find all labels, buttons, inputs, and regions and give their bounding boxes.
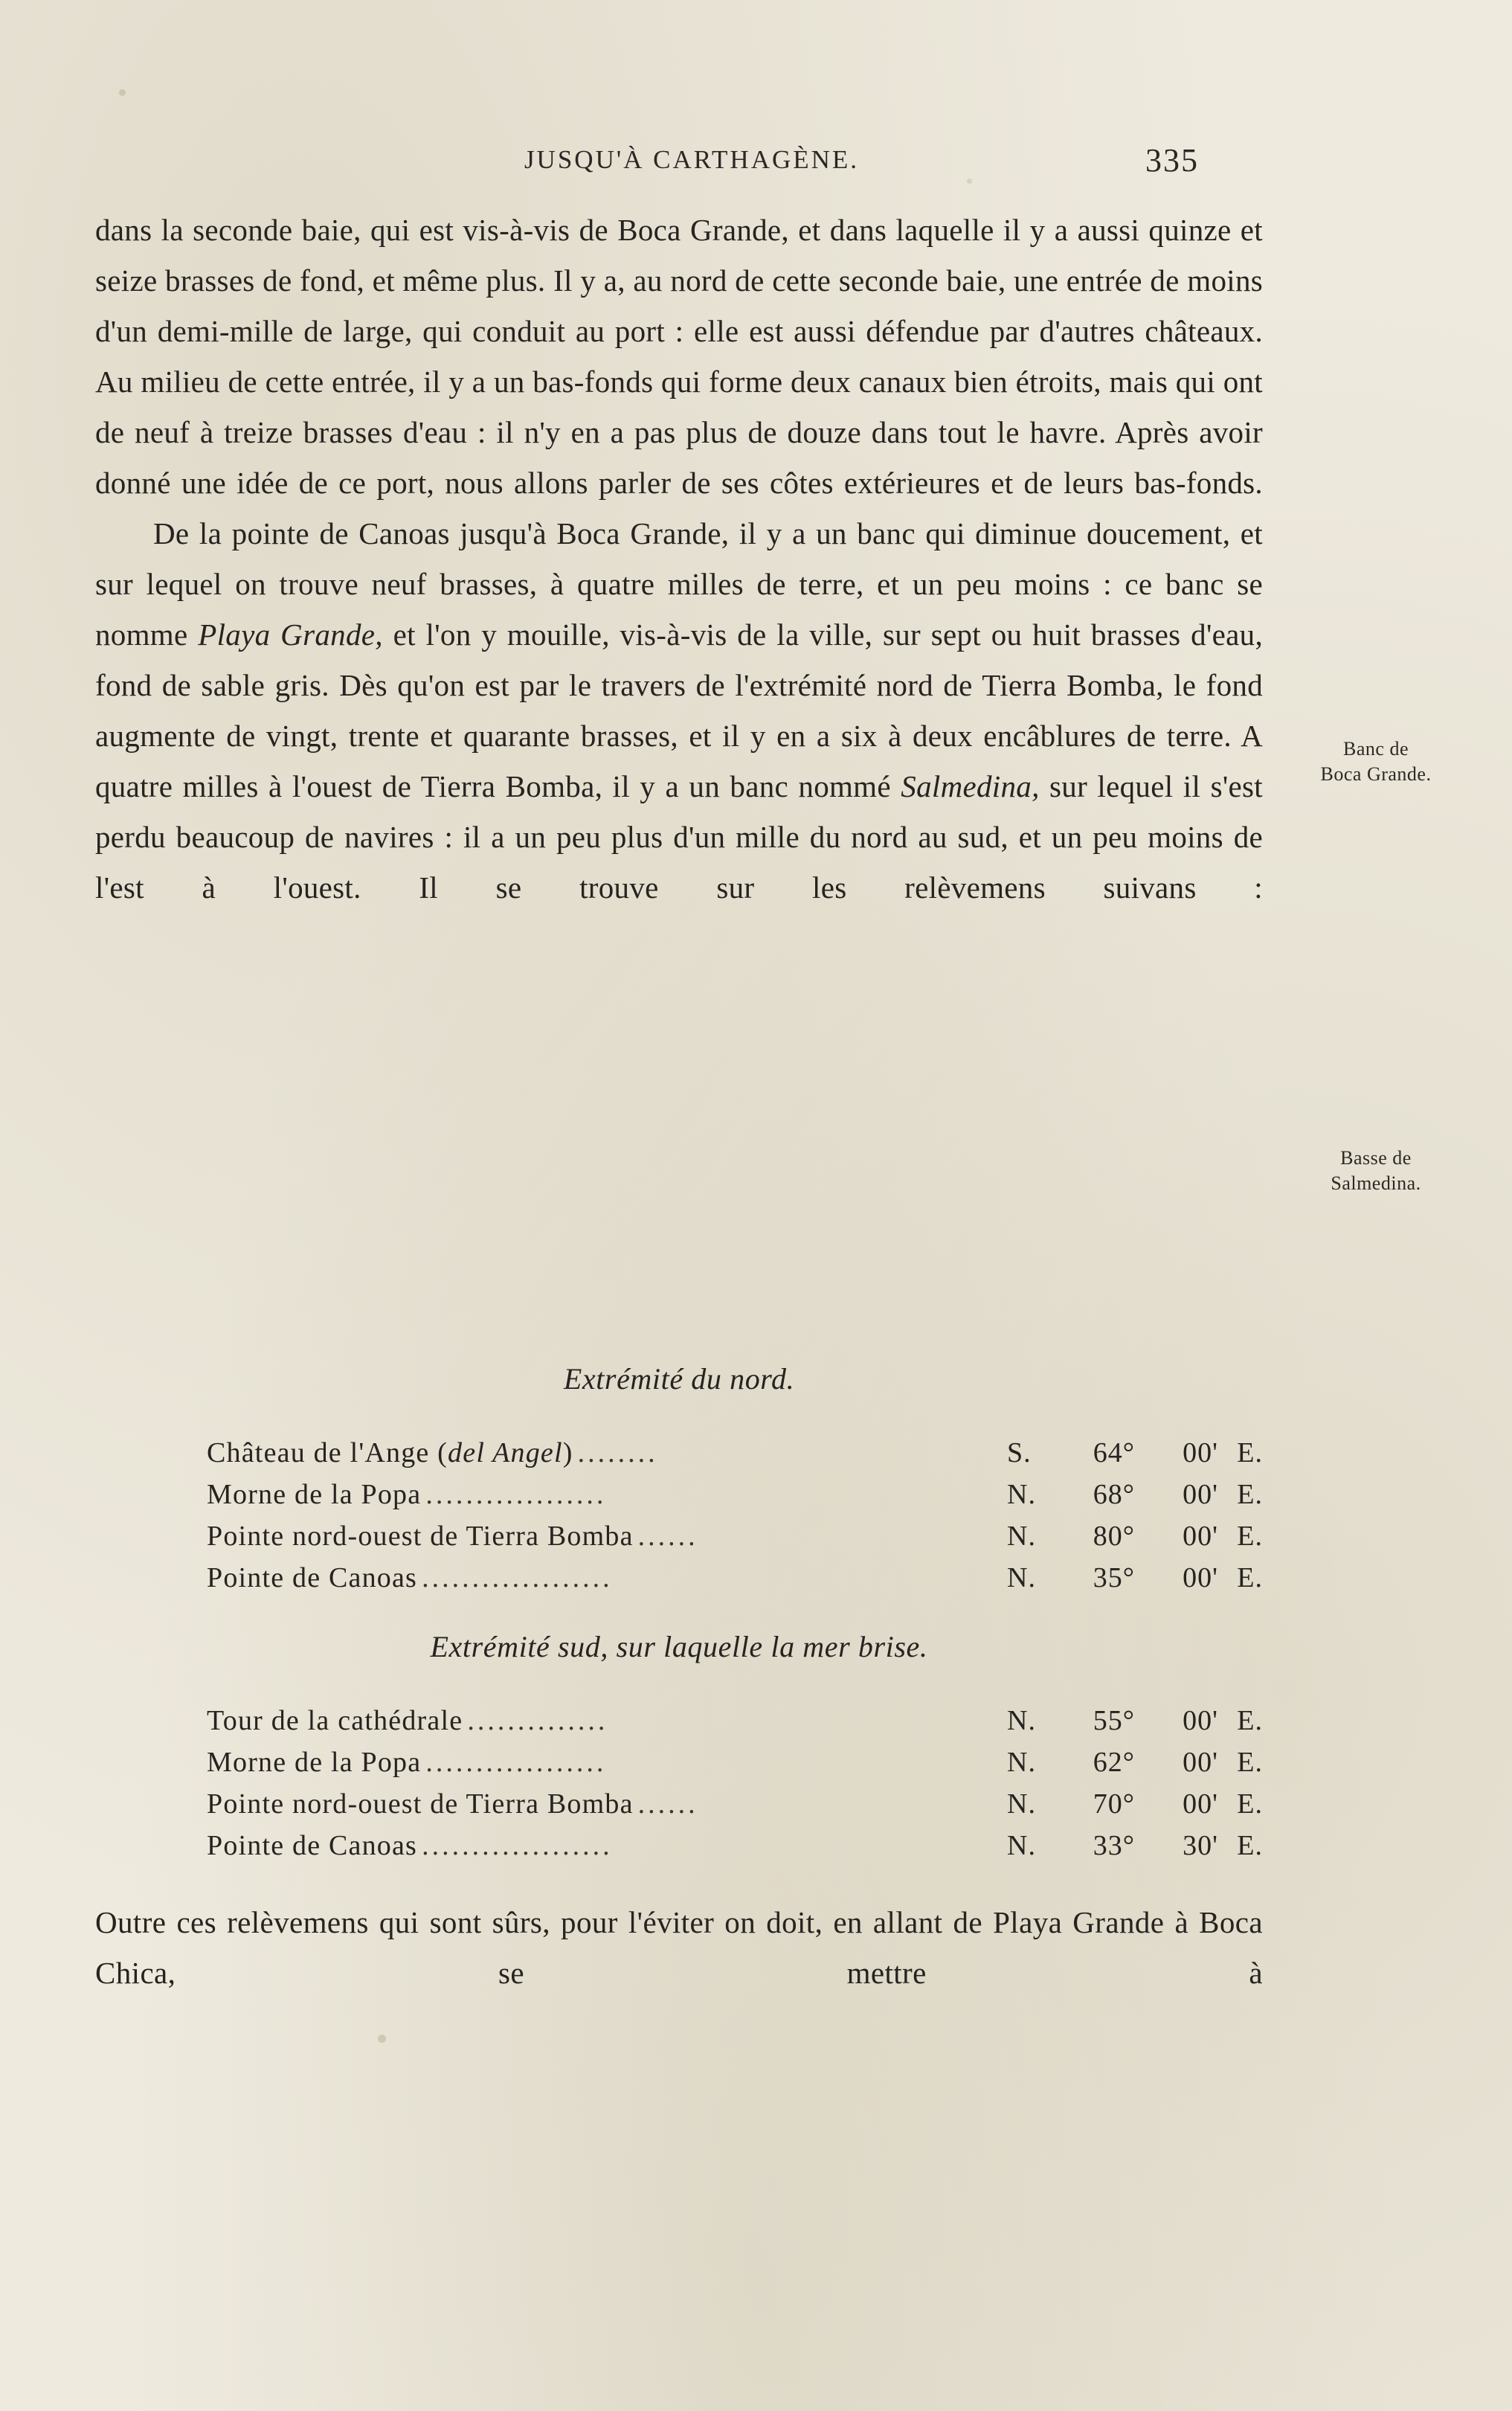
margin-note-line-2: Boca Grande. bbox=[1320, 763, 1432, 785]
bearing-name bbox=[207, 1515, 634, 1557]
bearing-name-text: Pointe nord-ouest de Tierra Bomba bbox=[207, 1521, 634, 1552]
bearing-value bbox=[1007, 1474, 1263, 1515]
bearing-name-suffix: ) bbox=[562, 1437, 573, 1468]
bearing-value bbox=[1007, 1783, 1263, 1825]
paragraph-2-part-b: et l'on y mouille, vis-à-vis de la ville, sur sept ou huit brasses d'eau, fond de sable gris. Dès qu'on est par le travers de l'extrémité nord de Tierra Bomba, le fond augmente de vingt, trente et quarante brasses, et il y en a six à deux encâblures de terre. A quatre milles à l'ouest de Tierra Bomba, il y a un banc nommé bbox=[95, 617, 1264, 803]
bearing-direction: N. bbox=[1007, 1747, 1036, 1778]
bearing-quadrant: E. bbox=[1237, 1437, 1263, 1468]
paper-speck bbox=[378, 2035, 386, 2043]
bearing-value bbox=[1007, 1825, 1263, 1866]
bearing-quadrant: E. bbox=[1237, 1562, 1263, 1593]
bearing-direction: N. bbox=[1007, 1788, 1036, 1820]
bearing-direction: N. bbox=[1007, 1830, 1036, 1861]
dot-leader: .............. bbox=[467, 1705, 608, 1736]
table-row bbox=[207, 1825, 1263, 1866]
paragraph-1: dans la seconde baie, qui est vis-à-vis de Boca Grande, et dans laquelle il y a aussi quinze et seize brasses de fond, et même plus. Il y a, au nord de cette seconde baie, une entrée de moins d'un demi-mille de large, qui conduit au port : elle est aussi défendue par d'autres châteaux. Au milieu de cette entrée, il y a un bas-fonds qui forme deux canaux bien étroits, mais qui ont de neuf à treize brasses d'eau : il n'y en a pas plus de douze dans tout le havre. Après avoir donné une idée de ce port, nous allons parler de ses côtes extérieures et de leurs bas-fonds. bbox=[95, 213, 1263, 500]
bearing-direction: N. bbox=[1007, 1705, 1036, 1736]
margin-note-banc-de-boca-grande bbox=[1264, 736, 1487, 787]
bearing-quadrant: E. bbox=[1237, 1521, 1263, 1552]
bearing-name-text: Pointe de Canoas bbox=[207, 1562, 418, 1593]
bearing-minutes: 00' bbox=[1183, 1747, 1218, 1778]
bearing-name bbox=[207, 1432, 573, 1474]
bearing-value bbox=[1007, 1741, 1263, 1783]
bearing-name-italic: del Angel bbox=[448, 1437, 563, 1468]
table-row bbox=[207, 1557, 1263, 1599]
bearing-degrees: 70° bbox=[1093, 1788, 1135, 1820]
playa-grande-italic: Playa Grande, bbox=[198, 617, 383, 652]
margin-note-line-1: Banc de bbox=[1343, 738, 1409, 760]
bearing-direction: S. bbox=[1007, 1437, 1032, 1468]
table-row bbox=[207, 1432, 1263, 1474]
table-row bbox=[207, 1515, 1263, 1557]
dot-leader: .................. bbox=[425, 1479, 607, 1510]
bearings-table-north bbox=[207, 1432, 1263, 1599]
bearing-name-text: Tour de la cathédrale bbox=[207, 1705, 463, 1736]
bearing-name bbox=[207, 1783, 634, 1825]
bearing-name bbox=[207, 1474, 421, 1515]
bearing-name-text: Château de l'Ange ( bbox=[207, 1437, 448, 1468]
dot-leader: ................... bbox=[422, 1830, 613, 1861]
salmedina-italic: Salmedina, bbox=[901, 769, 1040, 803]
bearing-direction: N. bbox=[1007, 1479, 1036, 1510]
margin-note-line-1: Basse de bbox=[1340, 1147, 1412, 1169]
bearings-heading-north: Extrémité du nord. bbox=[563, 1362, 795, 1396]
bearing-degrees: 80° bbox=[1093, 1521, 1135, 1552]
margin-note-line-2: Salmedina. bbox=[1331, 1172, 1421, 1194]
table-row bbox=[207, 1474, 1263, 1515]
bearing-degrees: 68° bbox=[1093, 1479, 1135, 1510]
bearing-value bbox=[1007, 1557, 1263, 1599]
bearing-minutes: 00' bbox=[1183, 1437, 1218, 1468]
bearing-value bbox=[1007, 1515, 1263, 1557]
bearing-degrees: 55° bbox=[1093, 1705, 1135, 1736]
bearing-quadrant: E. bbox=[1237, 1747, 1263, 1778]
dot-leader: ........ bbox=[577, 1437, 658, 1468]
bearing-direction: N. bbox=[1007, 1521, 1036, 1552]
page-number: 335 bbox=[1145, 142, 1199, 179]
dot-leader: ...... bbox=[637, 1521, 698, 1552]
table-row bbox=[207, 1700, 1263, 1741]
bearing-name-text: Pointe nord-ouest de Tierra Bomba bbox=[207, 1788, 634, 1820]
dot-leader: ...... bbox=[637, 1788, 698, 1820]
bearing-degrees: 33° bbox=[1093, 1830, 1135, 1861]
dot-leader: ................... bbox=[422, 1562, 613, 1593]
bearing-value bbox=[1007, 1700, 1263, 1741]
table-row bbox=[207, 1783, 1263, 1825]
closing-paragraph: Outre ces relèvemens qui sont sûrs, pour l'éviter on doit, en allant de Playa Grande à Boca Chica, se mettre à bbox=[95, 1905, 1263, 1990]
bearing-minutes: 00' bbox=[1183, 1521, 1218, 1552]
main-text-block bbox=[95, 205, 1263, 913]
bearings-table-south bbox=[207, 1700, 1263, 1866]
bearing-name-text: Morne de la Popa bbox=[207, 1479, 422, 1510]
bearing-quadrant: E. bbox=[1237, 1479, 1263, 1510]
dot-leader: .................. bbox=[425, 1747, 607, 1778]
bearing-minutes: 00' bbox=[1183, 1705, 1218, 1736]
bearing-name bbox=[207, 1557, 417, 1599]
bearing-minutes: 00' bbox=[1183, 1562, 1218, 1593]
bearing-degrees: 35° bbox=[1093, 1562, 1135, 1593]
bearing-name bbox=[207, 1741, 421, 1783]
bearings-heading-south: Extrémité sud, sur laquelle la mer brise. bbox=[430, 1630, 928, 1663]
paragraph-2 bbox=[95, 508, 1263, 913]
bearing-name-text: Pointe de Canoas bbox=[207, 1830, 418, 1861]
running-head: JUSQU'À CARTHAGÈNE. bbox=[524, 145, 860, 174]
bearing-name bbox=[207, 1700, 463, 1741]
bearing-quadrant: E. bbox=[1237, 1830, 1263, 1861]
margin-note-basse-de-salmedina bbox=[1264, 1146, 1487, 1196]
bearing-name-text: Morne de la Popa bbox=[207, 1747, 422, 1778]
bearing-minutes: 00' bbox=[1183, 1479, 1218, 1510]
bearing-quadrant: E. bbox=[1237, 1788, 1263, 1820]
bearing-minutes: 00' bbox=[1183, 1788, 1218, 1820]
table-row bbox=[207, 1741, 1263, 1783]
bearing-quadrant: E. bbox=[1237, 1705, 1263, 1736]
paragraph-2-part-c: sur lequel il s'est perdu beaucoup de navires : il a un peu plus d'un mille du nord au sud, et un peu moins de l'est à l'ouest. Il se trouve sur les relèvemens suivans : bbox=[95, 769, 1263, 905]
bearing-value bbox=[1007, 1432, 1263, 1474]
bearing-minutes: 30' bbox=[1183, 1830, 1218, 1861]
bearing-name bbox=[207, 1825, 417, 1866]
bearing-direction: N. bbox=[1007, 1562, 1036, 1593]
paragraph-2-part-a: De la pointe de Canoas jusqu'à Boca Grande, il y a un banc qui diminue doucement, et sur lequel on trouve neuf brasses, à quatre milles de terre, et un peu moins : ce banc se nomme bbox=[95, 516, 1263, 652]
bearing-degrees: 62° bbox=[1093, 1747, 1135, 1778]
paper-speck bbox=[967, 179, 972, 184]
paper-speck bbox=[119, 89, 126, 96]
bearing-degrees: 64° bbox=[1093, 1437, 1135, 1468]
